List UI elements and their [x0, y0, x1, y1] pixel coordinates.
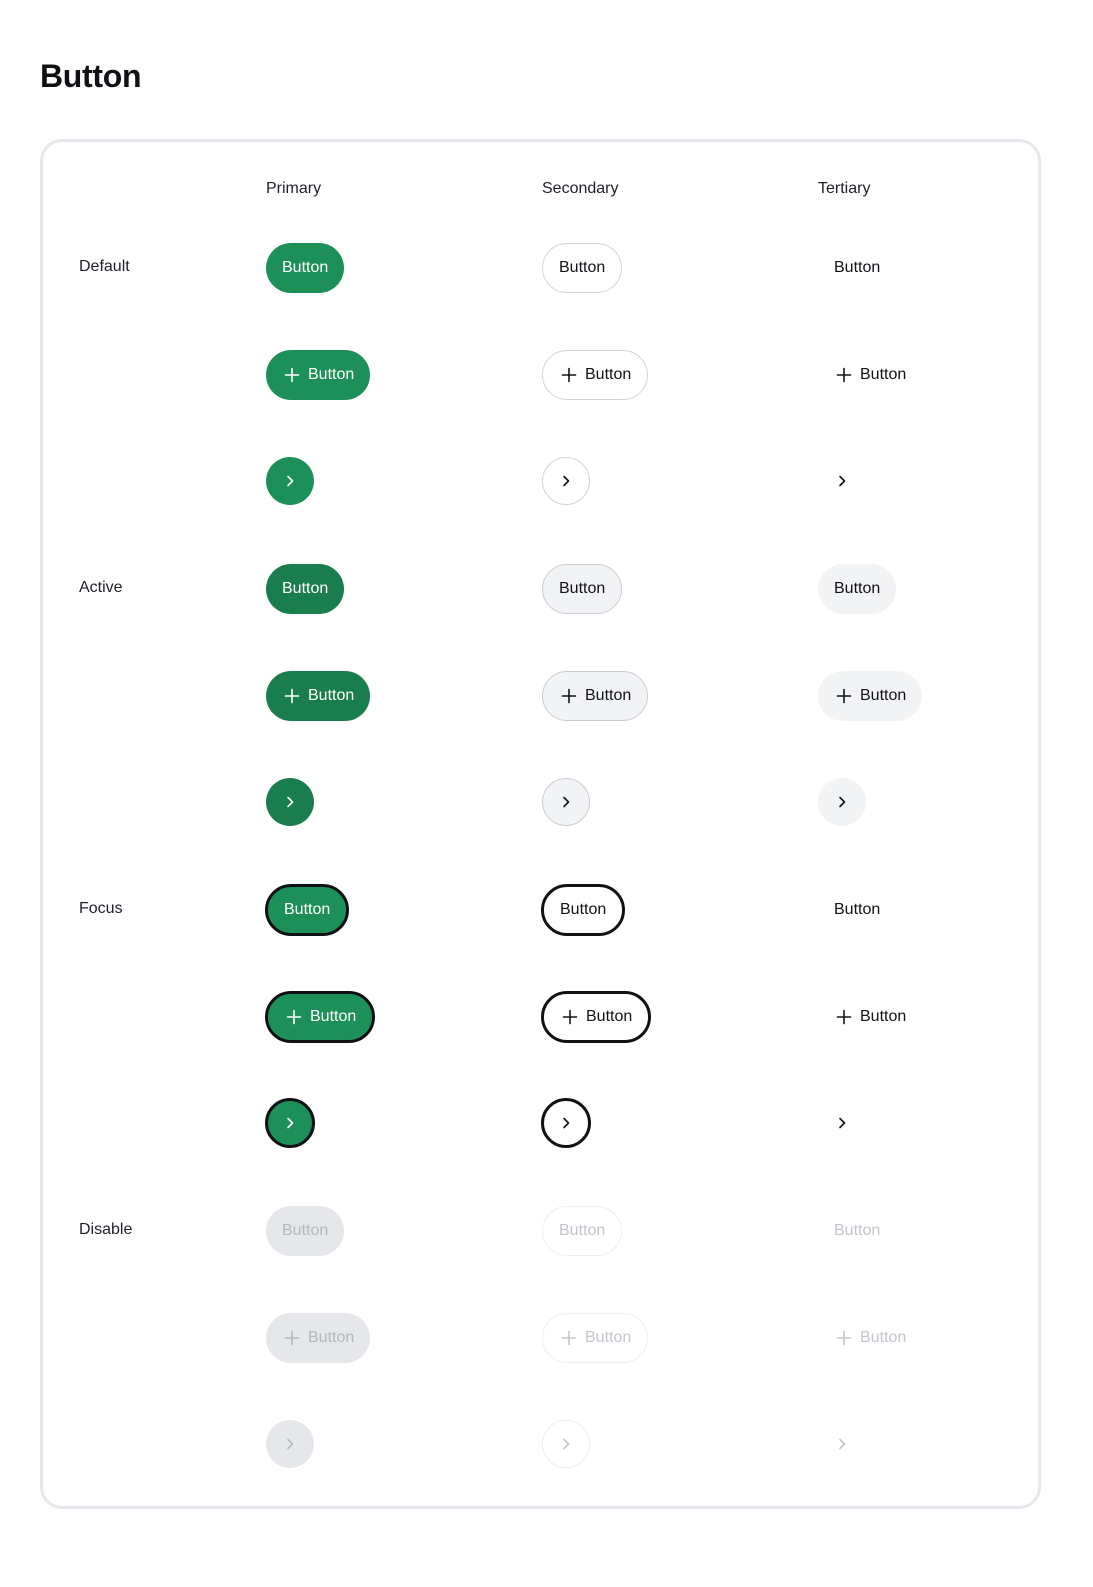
- primary-disabled-with-icon-button: [266, 1313, 370, 1363]
- tertiary-focus-icon-only-button[interactable]: [818, 1099, 866, 1147]
- plus-icon: [561, 1330, 577, 1346]
- chevron-right-icon: [558, 1115, 574, 1131]
- plus-icon: [284, 688, 300, 704]
- primary-disabled-text-only-button: [266, 1206, 344, 1256]
- primary-active-icon-only-button[interactable]: [266, 778, 314, 826]
- primary-active-text-only-button[interactable]: [266, 564, 344, 614]
- secondary-active-icon-only-button[interactable]: [542, 778, 590, 826]
- button-label: Button: [282, 1222, 329, 1239]
- chevron-right-icon: [834, 1115, 850, 1131]
- secondary-default-with-icon-button[interactable]: [542, 350, 648, 400]
- button-label: Button: [559, 1222, 606, 1239]
- secondary-disabled-icon-only-button: [542, 1420, 590, 1468]
- primary-default-icon-only-button[interactable]: [266, 457, 314, 505]
- tertiary-disabled-text-only-button: [818, 1206, 896, 1256]
- secondary-active-with-icon-button[interactable]: [542, 671, 648, 721]
- plus-icon: [561, 688, 577, 704]
- column-header-tertiary: Tertiary: [818, 180, 871, 197]
- button-label: Button: [310, 1008, 357, 1025]
- plus-icon: [561, 367, 577, 383]
- tertiary-active-with-icon-button[interactable]: [818, 671, 922, 721]
- page-title: Button: [40, 58, 142, 94]
- button-label: Button: [834, 580, 881, 597]
- secondary-focus-text-only-button[interactable]: [541, 884, 625, 936]
- chevron-right-icon: [282, 794, 298, 810]
- button-label: Button: [282, 259, 329, 276]
- button-label: Button: [834, 259, 881, 276]
- column-header-secondary: Secondary: [542, 180, 619, 197]
- button-label: Button: [585, 1329, 632, 1346]
- secondary-default-icon-only-button[interactable]: [542, 457, 590, 505]
- chevron-right-icon: [558, 1436, 574, 1452]
- button-label: Button: [308, 687, 355, 704]
- chevron-right-icon: [282, 1436, 298, 1452]
- button-label: Button: [860, 1008, 907, 1025]
- primary-focus-icon-only-button[interactable]: [265, 1098, 315, 1148]
- plus-icon: [562, 1009, 578, 1025]
- button-label: Button: [834, 901, 881, 918]
- plus-icon: [836, 367, 852, 383]
- state-label-disable: Disable: [79, 1221, 133, 1238]
- button-label: Button: [308, 366, 355, 383]
- button-label: Button: [560, 901, 607, 918]
- chevron-right-icon: [282, 473, 298, 489]
- chevron-right-icon: [834, 1436, 850, 1452]
- tertiary-focus-with-icon-button[interactable]: [818, 992, 922, 1042]
- button-label: Button: [282, 580, 329, 597]
- button-label: Button: [860, 366, 907, 383]
- button-label: Button: [284, 901, 331, 918]
- primary-disabled-icon-only-button: [266, 1420, 314, 1468]
- primary-default-with-icon-button[interactable]: [266, 350, 370, 400]
- secondary-active-text-only-button[interactable]: [542, 564, 622, 614]
- plus-icon: [284, 367, 300, 383]
- button-label: Button: [585, 366, 632, 383]
- plus-icon: [284, 1330, 300, 1346]
- primary-default-text-only-button[interactable]: [266, 243, 344, 293]
- secondary-disabled-with-icon-button: [542, 1313, 648, 1363]
- column-header-primary: Primary: [266, 180, 322, 197]
- state-label-default: Default: [79, 258, 130, 275]
- secondary-default-text-only-button[interactable]: [542, 243, 622, 293]
- plus-icon: [836, 688, 852, 704]
- primary-focus-with-icon-button[interactable]: [265, 991, 375, 1043]
- primary-focus-text-only-button[interactable]: [265, 884, 349, 936]
- chevron-right-icon: [834, 473, 850, 489]
- tertiary-disabled-with-icon-button: [818, 1313, 922, 1363]
- button-label: Button: [860, 1329, 907, 1346]
- state-label-active: Active: [79, 579, 123, 596]
- button-label: Button: [586, 1008, 633, 1025]
- plus-icon: [836, 1330, 852, 1346]
- secondary-disabled-text-only-button: [542, 1206, 622, 1256]
- button-label: Button: [585, 687, 632, 704]
- secondary-focus-with-icon-button[interactable]: [541, 991, 651, 1043]
- chevron-right-icon: [834, 794, 850, 810]
- chevron-right-icon: [282, 1115, 298, 1131]
- plus-icon: [286, 1009, 302, 1025]
- button-label: Button: [308, 1329, 355, 1346]
- state-label-focus: Focus: [79, 900, 123, 917]
- button-label: Button: [860, 687, 907, 704]
- primary-active-with-icon-button[interactable]: [266, 671, 370, 721]
- chevron-right-icon: [558, 794, 574, 810]
- tertiary-default-with-icon-button[interactable]: [818, 350, 922, 400]
- tertiary-active-icon-only-button[interactable]: [818, 778, 866, 826]
- plus-icon: [836, 1009, 852, 1025]
- tertiary-focus-text-only-button[interactable]: [818, 885, 896, 935]
- secondary-focus-icon-only-button[interactable]: [541, 1098, 591, 1148]
- tertiary-default-text-only-button[interactable]: [818, 243, 896, 293]
- tertiary-disabled-icon-only-button: [818, 1420, 866, 1468]
- chevron-right-icon: [558, 473, 574, 489]
- button-showcase-card: [40, 139, 1041, 1509]
- tertiary-default-icon-only-button[interactable]: [818, 457, 866, 505]
- button-label: Button: [834, 1222, 881, 1239]
- button-label: Button: [559, 259, 606, 276]
- button-label: Button: [559, 580, 606, 597]
- tertiary-active-text-only-button[interactable]: [818, 564, 896, 614]
